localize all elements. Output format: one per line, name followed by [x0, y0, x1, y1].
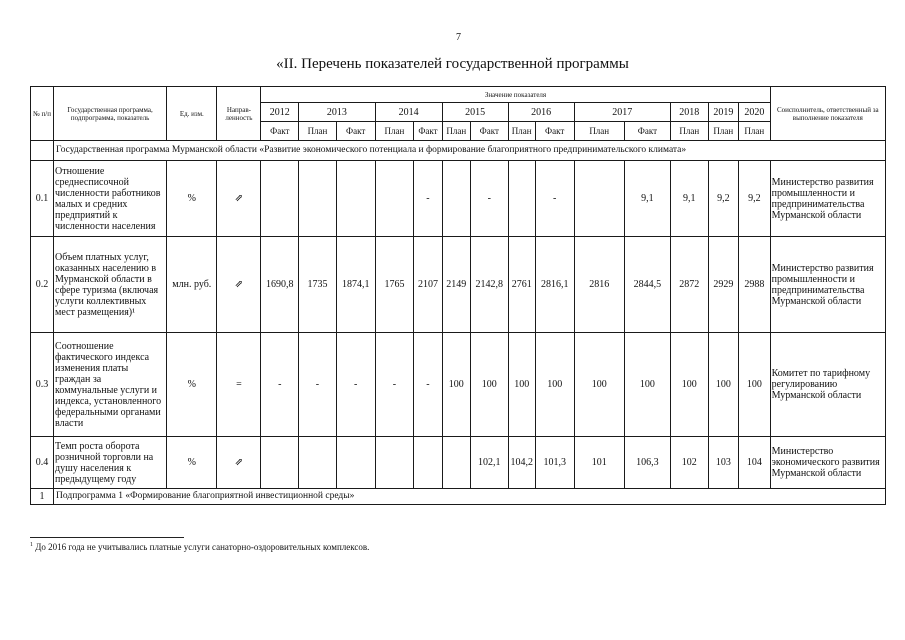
year-cell: 2016: [508, 103, 574, 122]
subcol-header: Факт: [624, 122, 670, 141]
subcol-header: План: [574, 122, 624, 141]
value-cell: 2988: [739, 237, 771, 333]
value-cell: 100: [624, 333, 670, 437]
value-cell: 9,2: [708, 161, 738, 237]
value-cell: 100: [739, 333, 771, 437]
value-cell: 100: [508, 333, 535, 437]
subcol-header: План: [739, 122, 771, 141]
year-cell: 2015: [442, 103, 508, 122]
subcol-header: Факт: [535, 122, 574, 141]
unit-cell: %: [167, 437, 217, 489]
year-cell: 2014: [375, 103, 442, 122]
direction-icon: ⇗: [217, 437, 261, 489]
year-cell: 2018: [670, 103, 708, 122]
executor-cell: Комитет по тарифному регулированию Мурманской области: [770, 333, 885, 437]
value-cell: [299, 161, 337, 237]
value-cell: [442, 437, 470, 489]
executor-cell: Министерство развития промышленности и предпринимательства Мурманской области: [770, 161, 885, 237]
table-row: [31, 437, 886, 489]
subcol-header: Факт: [336, 122, 375, 141]
value-cell: 2929: [708, 237, 738, 333]
value-cell: [261, 437, 299, 489]
year-cell: 2013: [299, 103, 375, 122]
value-cell: 103: [708, 437, 738, 489]
header-executor: Соисполнитель, ответственный за выполнение показателя: [770, 87, 885, 141]
value-cell: 100: [442, 333, 470, 437]
value-cell: [375, 437, 414, 489]
subcol-header: Факт: [470, 122, 508, 141]
value-cell: 100: [470, 333, 508, 437]
value-cell: 102,1: [470, 437, 508, 489]
year-cell: 2020: [739, 103, 771, 122]
indicator-name: Объем платных услуг, оказанных населению в Мурманской области в сфере туризма (включая услуги коллективных мест размещения)¹: [54, 237, 167, 333]
value-cell: [442, 161, 470, 237]
header-value: Значение показателя: [261, 87, 770, 103]
value-cell: [261, 161, 299, 237]
value-cell: 104: [739, 437, 771, 489]
value-cell: 100: [670, 333, 708, 437]
value-cell: -: [336, 333, 375, 437]
value-cell: -: [414, 161, 442, 237]
value-cell: 9,1: [670, 161, 708, 237]
value-cell: [336, 437, 375, 489]
value-cell: 1765: [375, 237, 414, 333]
direction-icon: =: [217, 333, 261, 437]
value-cell: [375, 161, 414, 237]
value-cell: 104,2: [508, 437, 535, 489]
value-cell: 2149: [442, 237, 470, 333]
value-cell: 100: [708, 333, 738, 437]
row-number: 0.3: [31, 333, 54, 437]
value-cell: 100: [535, 333, 574, 437]
value-cell: -: [375, 333, 414, 437]
value-cell: 2816: [574, 237, 624, 333]
value-cell: 2872: [670, 237, 708, 333]
footnote-text: До 2016 года не учитывались платные услуги санаторно-оздоровительных комплексов.: [35, 542, 370, 552]
subcol-header: План: [508, 122, 535, 141]
subcol-header: План: [375, 122, 414, 141]
page-number: 7: [456, 32, 461, 43]
subcol-header: План: [299, 122, 337, 141]
value-cell: -: [470, 161, 508, 237]
header-name: Государственная программа, подпрограмма, показатель: [54, 87, 167, 141]
footnote-marker: 1: [30, 542, 33, 548]
unit-cell: млн. руб.: [167, 237, 217, 333]
value-cell: -: [299, 333, 337, 437]
value-cell: [299, 437, 337, 489]
value-cell: -: [535, 161, 574, 237]
value-cell: 101,3: [535, 437, 574, 489]
value-cell: -: [261, 333, 299, 437]
indicator-name: Темп роста оборота розничной торговли на душу населения к предыдущему году: [54, 437, 167, 489]
unit-cell: %: [167, 333, 217, 437]
subprogram-title: Подпрограмма 1 «Формирование благоприятной инвестиционной среды»: [54, 489, 886, 505]
value-cell: -: [414, 333, 442, 437]
indicator-name: Соотношение фактического индекса изменения платы граждан за коммунальные услуги и индекса, установленного федеральными органами власти: [54, 333, 167, 437]
value-cell: [574, 161, 624, 237]
row-number: 0.1: [31, 161, 54, 237]
year-cell: 2012: [261, 103, 299, 122]
value-cell: 2816,1: [535, 237, 574, 333]
row-number: 0.4: [31, 437, 54, 489]
subcol-header: Факт: [414, 122, 442, 141]
subcol-header: План: [442, 122, 470, 141]
value-cell: [414, 437, 442, 489]
page-title: «II. Перечень показателей государственной программы: [276, 56, 629, 72]
value-cell: [508, 161, 535, 237]
value-cell: 106,3: [624, 437, 670, 489]
value-cell: 2107: [414, 237, 442, 333]
subcol-header: План: [708, 122, 738, 141]
header-num: № п/п: [31, 87, 54, 141]
executor-cell: Министерство развития промышленности и предпринимательства Мурманской области: [770, 237, 885, 333]
value-cell: 9,1: [624, 161, 670, 237]
subcol-header: План: [670, 122, 708, 141]
header-unit: Ед. изм.: [167, 87, 217, 141]
program-row: [31, 141, 886, 161]
indicators-table: [30, 86, 886, 505]
table-row: [31, 161, 886, 237]
subcol-header: Факт: [261, 122, 299, 141]
year-cell: 2019: [708, 103, 738, 122]
table-row: [31, 333, 886, 437]
value-cell: 1874,1: [336, 237, 375, 333]
subprogram-row: [31, 489, 886, 505]
executor-cell: Министерство экономического развития Мурманской области: [770, 437, 885, 489]
table-row: [31, 237, 886, 333]
value-cell: 2761: [508, 237, 535, 333]
year-cell: 2017: [574, 103, 670, 122]
value-cell: 2142,8: [470, 237, 508, 333]
program-title: Государственная программа Мурманской области «Развитие экономического потенциала и формирование благоприятного предпринимательского климата»: [54, 141, 886, 161]
indicator-name: Отношение среднесписочной численности работников малых и средних предприятий к численности населения: [54, 161, 167, 237]
direction-icon: ⇗: [217, 161, 261, 237]
footnote: [30, 542, 369, 552]
header-row-1: [31, 87, 886, 103]
value-cell: 2844,5: [624, 237, 670, 333]
value-cell: 9,2: [739, 161, 771, 237]
row-number: 0.2: [31, 237, 54, 333]
value-cell: [336, 161, 375, 237]
value-cell: 102: [670, 437, 708, 489]
value-cell: 1735: [299, 237, 337, 333]
value-cell: 101: [574, 437, 624, 489]
unit-cell: %: [167, 161, 217, 237]
subprogram-number: 1: [31, 489, 54, 505]
value-cell: 1690,8: [261, 237, 299, 333]
value-cell: 100: [574, 333, 624, 437]
footnote-divider: [30, 537, 184, 538]
header-direction: Направ-ленность: [217, 87, 261, 141]
direction-icon: ⇗: [217, 237, 261, 333]
